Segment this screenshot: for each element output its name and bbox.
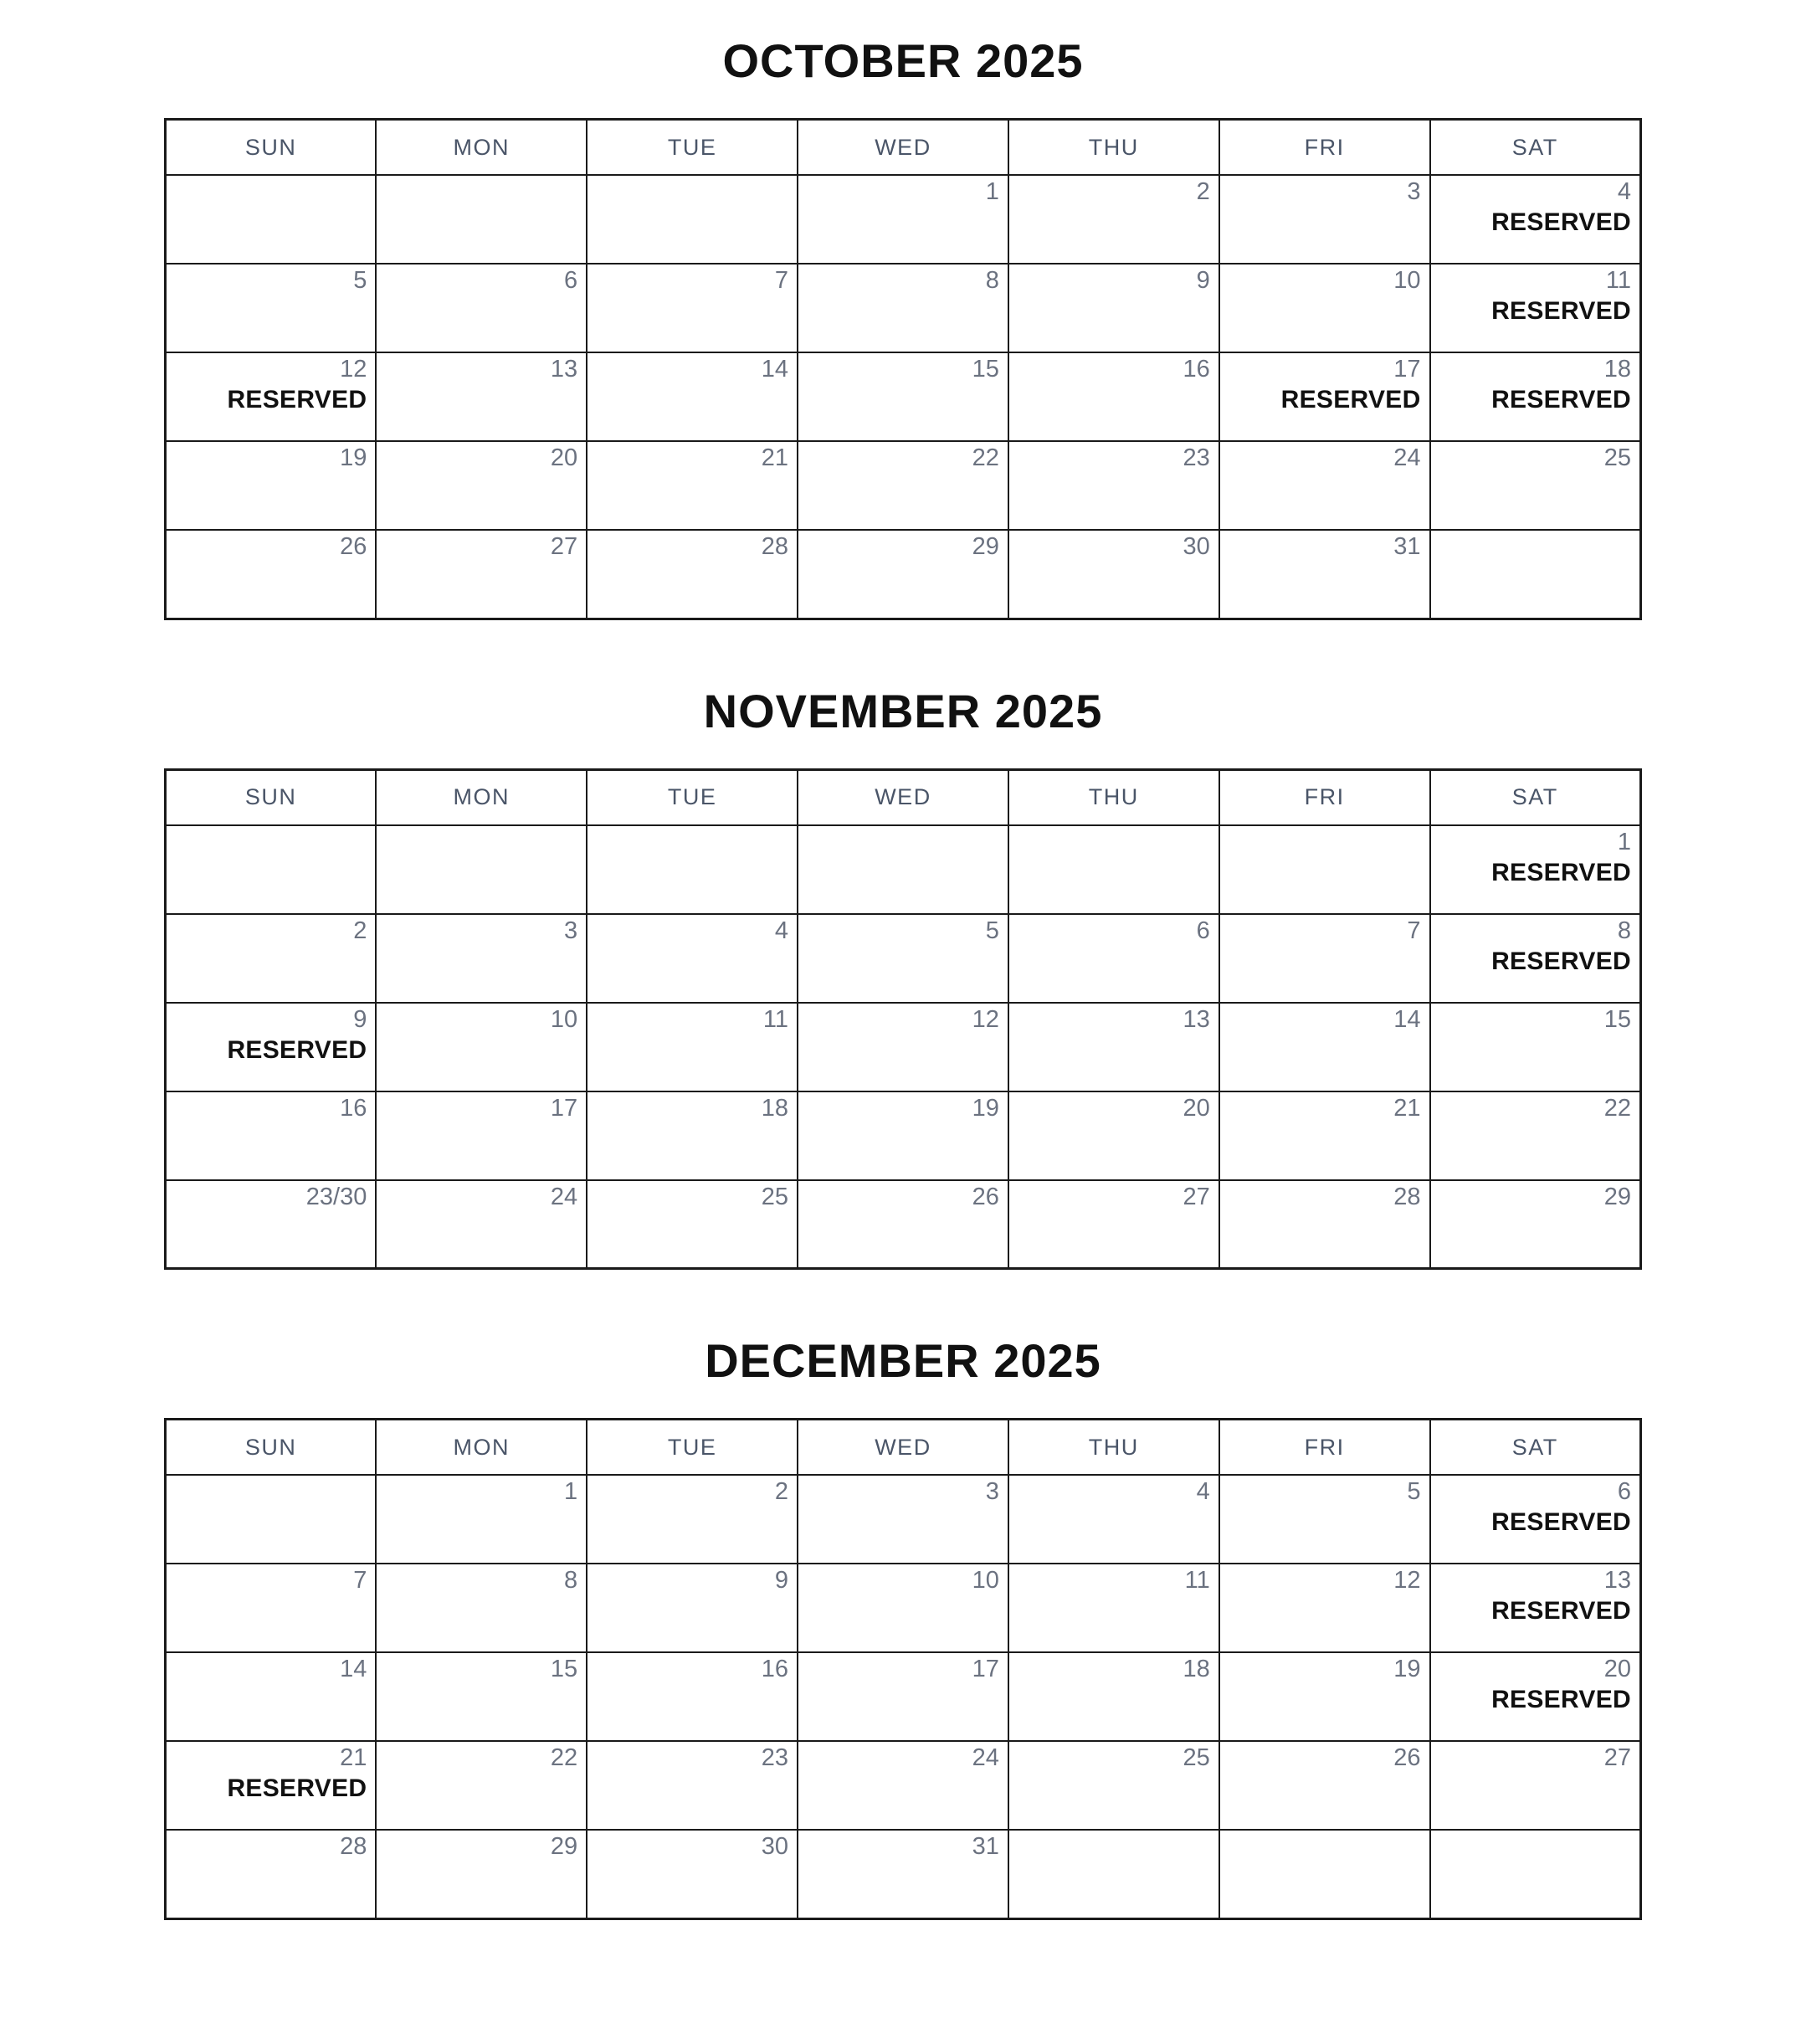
day-number: 3 bbox=[564, 917, 578, 944]
day-number: 13 bbox=[1183, 1005, 1210, 1033]
day-number: 5 bbox=[985, 917, 999, 944]
calendar-table bbox=[164, 1418, 1642, 1920]
calendar-empty-cell bbox=[376, 825, 587, 914]
day-number: 21 bbox=[1393, 1094, 1421, 1122]
day-number bbox=[175, 1479, 367, 1506]
calendar-day-cell[interactable] bbox=[376, 1830, 587, 1918]
calendar-day-cell[interactable] bbox=[1219, 352, 1430, 441]
calendar-day-cell[interactable] bbox=[1219, 1475, 1430, 1564]
calendar-empty-cell bbox=[166, 1475, 377, 1564]
day-number: 27 bbox=[1603, 1744, 1631, 1771]
calendar-week-row bbox=[166, 1564, 1641, 1652]
weekday-header: THU bbox=[1008, 120, 1219, 176]
calendar-day-cell[interactable] bbox=[1430, 1091, 1641, 1180]
calendar-day-cell[interactable] bbox=[1008, 441, 1219, 530]
calendar-day-cell[interactable] bbox=[376, 914, 587, 1003]
calendar-day-cell[interactable] bbox=[1219, 1003, 1430, 1091]
day-number: 14 bbox=[1393, 1005, 1421, 1033]
month-spacer bbox=[0, 620, 1806, 665]
weekday-header: TUE bbox=[587, 1420, 798, 1476]
day-number: 1 bbox=[1617, 828, 1631, 855]
weekday-header-row bbox=[166, 769, 1641, 825]
calendar-day-cell[interactable] bbox=[376, 441, 587, 530]
calendar-day-cell[interactable] bbox=[1430, 175, 1641, 264]
day-number: 26 bbox=[972, 1183, 999, 1210]
weekday-header: FRI bbox=[1219, 769, 1430, 825]
calendar-day-cell[interactable] bbox=[1430, 1652, 1641, 1741]
day-number: 3 bbox=[985, 1478, 999, 1505]
day-number bbox=[1229, 829, 1421, 856]
reserved-badge: RESERVED bbox=[1491, 858, 1631, 886]
calendar-week-row bbox=[166, 1830, 1641, 1918]
calendar-day-cell[interactable] bbox=[798, 1180, 1008, 1269]
calendar-week-row bbox=[166, 1652, 1641, 1741]
calendar-day-cell[interactable] bbox=[1219, 1652, 1430, 1741]
calendar-day-cell[interactable] bbox=[1430, 914, 1641, 1003]
calendar-empty-cell bbox=[1008, 1830, 1219, 1918]
day-number: 7 bbox=[774, 267, 789, 294]
calendar-day-cell[interactable] bbox=[1219, 530, 1430, 619]
calendar-day-cell[interactable] bbox=[166, 441, 377, 530]
day-number bbox=[175, 179, 367, 206]
day-number: 30 bbox=[761, 1833, 789, 1860]
calendar-day-cell[interactable] bbox=[798, 1564, 1008, 1652]
calendar-day-cell[interactable] bbox=[166, 1830, 377, 1918]
day-number: 29 bbox=[1603, 1183, 1631, 1210]
calendar-day-cell[interactable] bbox=[166, 530, 377, 619]
day-number: 14 bbox=[761, 356, 789, 383]
day-number: 18 bbox=[1603, 356, 1631, 383]
calendar-week-row bbox=[166, 1475, 1641, 1564]
day-number bbox=[807, 829, 999, 856]
weekday-header: THU bbox=[1008, 769, 1219, 825]
day-number: 24 bbox=[1393, 444, 1421, 471]
calendar-empty-cell bbox=[587, 175, 798, 264]
calendar-day-cell[interactable] bbox=[1219, 914, 1430, 1003]
reserved-badge: RESERVED bbox=[1491, 1597, 1631, 1625]
weekday-header: FRI bbox=[1219, 120, 1430, 176]
day-number: 23 bbox=[1183, 444, 1210, 471]
day-number: 2 bbox=[1196, 178, 1210, 205]
calendar-day-cell[interactable] bbox=[1008, 1564, 1219, 1652]
day-number: 14 bbox=[340, 1656, 367, 1682]
calendar-day-cell[interactable] bbox=[798, 1091, 1008, 1180]
day-number: 28 bbox=[1393, 1183, 1421, 1210]
day-number: 6 bbox=[1617, 1478, 1631, 1505]
calendar-wrapper bbox=[0, 768, 1806, 1271]
month-block bbox=[0, 665, 1806, 1271]
day-number: 8 bbox=[985, 267, 999, 294]
calendar-day-cell[interactable] bbox=[798, 530, 1008, 619]
day-number: 15 bbox=[972, 356, 999, 383]
day-number: 22 bbox=[972, 444, 999, 471]
calendar-day-cell[interactable] bbox=[587, 1091, 798, 1180]
calendar-day-cell[interactable] bbox=[376, 530, 587, 619]
calendar-day-cell[interactable] bbox=[166, 1003, 377, 1091]
calendar-week-row bbox=[166, 825, 1641, 914]
day-number bbox=[385, 829, 577, 856]
calendar-day-cell[interactable] bbox=[1219, 264, 1430, 352]
calendar-day-cell[interactable] bbox=[587, 352, 798, 441]
calendar-day-cell[interactable] bbox=[166, 1180, 377, 1269]
calendar-day-cell[interactable] bbox=[587, 441, 798, 530]
calendar-week-row bbox=[166, 1091, 1641, 1180]
calendar-day-cell[interactable] bbox=[376, 1741, 587, 1830]
calendar-day-cell[interactable] bbox=[166, 264, 377, 352]
weekday-header: WED bbox=[798, 120, 1008, 176]
calendar-empty-cell bbox=[166, 175, 377, 264]
calendar-week-row bbox=[166, 175, 1641, 264]
day-number: 31 bbox=[1393, 533, 1421, 560]
day-number: 1 bbox=[564, 1478, 578, 1505]
day-number: 27 bbox=[1183, 1183, 1210, 1210]
day-number: 21 bbox=[340, 1744, 367, 1771]
calendar-day-cell[interactable] bbox=[1430, 1475, 1641, 1564]
day-number: 9 bbox=[774, 1567, 789, 1594]
calendar-empty-cell bbox=[798, 825, 1008, 914]
day-number: 7 bbox=[353, 1567, 367, 1594]
calendar-day-cell[interactable] bbox=[587, 264, 798, 352]
calendar-empty-cell bbox=[1219, 825, 1430, 914]
calendar-day-cell[interactable] bbox=[1430, 441, 1641, 530]
day-number: 19 bbox=[340, 444, 367, 471]
day-number: 13 bbox=[550, 356, 578, 383]
weekday-header: FRI bbox=[1219, 1420, 1430, 1476]
reserved-badge: RESERVED bbox=[1280, 386, 1421, 413]
calendar-day-cell[interactable] bbox=[376, 1180, 587, 1269]
calendar-day-cell[interactable] bbox=[376, 1475, 587, 1564]
calendar-wrapper bbox=[0, 1418, 1806, 1920]
calendar-empty-cell bbox=[376, 175, 587, 264]
day-number bbox=[596, 829, 788, 856]
weekday-header-row bbox=[166, 120, 1641, 176]
calendar-day-cell[interactable] bbox=[1430, 1003, 1641, 1091]
day-number: 22 bbox=[550, 1744, 578, 1771]
calendar-day-cell[interactable] bbox=[376, 1652, 587, 1741]
weekday-header: TUE bbox=[587, 769, 798, 825]
weekday-header-row bbox=[166, 1420, 1641, 1476]
calendar-day-cell[interactable] bbox=[1219, 1091, 1430, 1180]
calendar-day-cell[interactable] bbox=[166, 352, 377, 441]
calendar-day-cell[interactable] bbox=[1008, 1741, 1219, 1830]
month-title: NOVEMBER 2025 bbox=[703, 684, 1103, 737]
calendar-wrapper bbox=[0, 118, 1806, 620]
day-number: 17 bbox=[550, 1094, 578, 1122]
day-number: 20 bbox=[1603, 1656, 1631, 1682]
day-number: 28 bbox=[340, 1833, 367, 1860]
calendar-day-cell[interactable] bbox=[798, 1652, 1008, 1741]
weekday-header: WED bbox=[798, 769, 1008, 825]
calendar-day-cell[interactable] bbox=[376, 1003, 587, 1091]
reserved-badge: RESERVED bbox=[1491, 297, 1631, 325]
calendar-day-cell[interactable] bbox=[1008, 1003, 1219, 1091]
day-number: 8 bbox=[1617, 917, 1631, 944]
day-number: 18 bbox=[1183, 1656, 1210, 1682]
calendar-day-cell[interactable] bbox=[376, 264, 587, 352]
day-number: 28 bbox=[761, 533, 789, 560]
day-number: 6 bbox=[564, 267, 578, 294]
day-number: 7 bbox=[1407, 917, 1421, 944]
day-number: 4 bbox=[1196, 1478, 1210, 1505]
day-number: 8 bbox=[564, 1567, 578, 1594]
day-number: 16 bbox=[1183, 356, 1210, 383]
calendar-day-cell[interactable] bbox=[1430, 352, 1641, 441]
calendar-day-cell[interactable] bbox=[1430, 1180, 1641, 1269]
calendar-day-cell[interactable] bbox=[1219, 1180, 1430, 1269]
weekday-header: WED bbox=[798, 1420, 1008, 1476]
day-number: 23/30 bbox=[305, 1183, 367, 1210]
calendar-week-row bbox=[166, 1741, 1641, 1830]
weekday-header: SUN bbox=[166, 1420, 377, 1476]
calendar-day-cell[interactable] bbox=[587, 530, 798, 619]
day-number: 17 bbox=[972, 1656, 999, 1682]
reserved-badge: RESERVED bbox=[227, 1035, 367, 1064]
day-number: 18 bbox=[761, 1094, 789, 1122]
day-number: 25 bbox=[1603, 444, 1631, 471]
day-number: 5 bbox=[353, 267, 367, 294]
day-number: 29 bbox=[972, 533, 999, 560]
calendar-day-cell[interactable] bbox=[1008, 1475, 1219, 1564]
calendar-day-cell[interactable] bbox=[587, 1830, 798, 1918]
day-number: 16 bbox=[340, 1094, 367, 1122]
calendar-day-cell[interactable] bbox=[166, 1741, 377, 1830]
calendar-empty-cell bbox=[1219, 1830, 1430, 1918]
day-number: 19 bbox=[1393, 1656, 1421, 1682]
calendar-week-row bbox=[166, 914, 1641, 1003]
reserved-badge: RESERVED bbox=[1491, 947, 1631, 975]
calendar-table bbox=[164, 768, 1642, 1271]
day-number: 4 bbox=[774, 917, 789, 944]
month-block bbox=[0, 1315, 1806, 1920]
day-number: 12 bbox=[972, 1005, 999, 1033]
calendar-day-cell[interactable] bbox=[1430, 1741, 1641, 1830]
calendar-day-cell[interactable] bbox=[798, 175, 1008, 264]
day-number: 24 bbox=[550, 1183, 578, 1210]
calendar-day-cell[interactable] bbox=[1430, 825, 1641, 914]
calendar-day-cell[interactable] bbox=[587, 1003, 798, 1091]
calendar-day-cell[interactable] bbox=[166, 1091, 377, 1180]
reserved-badge: RESERVED bbox=[1491, 1686, 1631, 1713]
day-number: 2 bbox=[353, 917, 367, 944]
day-number: 26 bbox=[1393, 1744, 1421, 1771]
reserved-badge: RESERVED bbox=[1491, 386, 1631, 413]
calendar-day-cell[interactable] bbox=[587, 914, 798, 1003]
reserved-badge: RESERVED bbox=[1491, 208, 1631, 236]
day-number: 11 bbox=[1184, 1567, 1210, 1594]
day-number: 10 bbox=[550, 1005, 578, 1033]
day-number: 10 bbox=[1393, 267, 1421, 294]
reserved-badge: RESERVED bbox=[1491, 1508, 1631, 1536]
calendar-day-cell[interactable] bbox=[376, 1091, 587, 1180]
calendar-day-cell[interactable] bbox=[1219, 175, 1430, 264]
calendar-day-cell[interactable] bbox=[1008, 530, 1219, 619]
calendar-day-cell[interactable] bbox=[376, 1564, 587, 1652]
weekday-header: MON bbox=[376, 769, 587, 825]
calendar-empty-cell bbox=[1008, 825, 1219, 914]
calendar-week-row bbox=[166, 264, 1641, 352]
top-spacer bbox=[0, 0, 1806, 15]
calendar-day-cell[interactable] bbox=[1219, 441, 1430, 530]
day-number: 12 bbox=[340, 356, 367, 383]
calendar-day-cell[interactable] bbox=[166, 1564, 377, 1652]
calendar-day-cell[interactable] bbox=[798, 352, 1008, 441]
calendar-day-cell[interactable] bbox=[798, 441, 1008, 530]
day-number: 9 bbox=[1196, 267, 1210, 294]
month-title: OCTOBER 2025 bbox=[722, 34, 1084, 87]
calendar-day-cell[interactable] bbox=[1219, 1564, 1430, 1652]
day-number: 5 bbox=[1407, 1478, 1421, 1505]
calendar-empty-cell bbox=[1430, 1830, 1641, 1918]
calendar-day-cell[interactable] bbox=[166, 1652, 377, 1741]
calendar-day-cell[interactable] bbox=[166, 914, 377, 1003]
day-number: 17 bbox=[1393, 356, 1421, 383]
weekday-header: MON bbox=[376, 120, 587, 176]
calendar-day-cell[interactable] bbox=[1008, 914, 1219, 1003]
weekday-header: SAT bbox=[1430, 120, 1641, 176]
weekday-header: SAT bbox=[1430, 769, 1641, 825]
calendar-day-cell[interactable] bbox=[798, 914, 1008, 1003]
day-number: 21 bbox=[761, 444, 789, 471]
month-spacer bbox=[0, 1270, 1806, 1315]
calendar-day-cell[interactable] bbox=[587, 1564, 798, 1652]
day-number: 25 bbox=[1183, 1744, 1210, 1771]
day-number: 20 bbox=[1183, 1094, 1210, 1122]
day-number: 24 bbox=[972, 1744, 999, 1771]
day-number bbox=[175, 829, 367, 856]
weekday-header: TUE bbox=[587, 120, 798, 176]
calendar-day-cell[interactable] bbox=[587, 1652, 798, 1741]
day-number: 31 bbox=[972, 1833, 999, 1860]
weekday-header: THU bbox=[1008, 1420, 1219, 1476]
calendar-week-row bbox=[166, 1003, 1641, 1091]
calendar-day-cell[interactable] bbox=[798, 1003, 1008, 1091]
day-number: 9 bbox=[353, 1005, 367, 1033]
day-number: 4 bbox=[1617, 178, 1631, 205]
calendar-day-cell[interactable] bbox=[1219, 1741, 1430, 1830]
calendar-day-cell[interactable] bbox=[798, 1475, 1008, 1564]
day-number: 19 bbox=[972, 1094, 999, 1122]
weekday-header: SUN bbox=[166, 769, 377, 825]
calendar-empty-cell bbox=[1430, 530, 1641, 619]
weekday-header: SUN bbox=[166, 120, 377, 176]
calendar-day-cell[interactable] bbox=[1008, 1091, 1219, 1180]
calendar-table bbox=[164, 118, 1642, 620]
day-number: 15 bbox=[550, 1656, 578, 1682]
day-number: 3 bbox=[1407, 178, 1421, 205]
weekday-header: MON bbox=[376, 1420, 587, 1476]
day-number: 16 bbox=[761, 1656, 789, 1682]
day-number: 27 bbox=[550, 533, 578, 560]
calendar-day-cell[interactable] bbox=[1430, 264, 1641, 352]
calendar-day-cell[interactable] bbox=[1008, 264, 1219, 352]
weekday-header: SAT bbox=[1430, 1420, 1641, 1476]
calendar-day-cell[interactable] bbox=[1008, 352, 1219, 441]
calendar-day-cell[interactable] bbox=[1430, 1564, 1641, 1652]
months-container bbox=[0, 15, 1806, 1920]
calendar-day-cell[interactable] bbox=[587, 1475, 798, 1564]
day-number: 15 bbox=[1603, 1005, 1631, 1033]
day-number bbox=[1018, 1834, 1210, 1861]
day-number: 1 bbox=[985, 178, 999, 205]
day-number bbox=[596, 179, 788, 206]
day-number: 11 bbox=[762, 1005, 789, 1033]
day-number: 6 bbox=[1196, 917, 1210, 944]
calendar-day-cell[interactable] bbox=[798, 264, 1008, 352]
day-number: 11 bbox=[1605, 267, 1631, 294]
calendar-day-cell[interactable] bbox=[587, 1741, 798, 1830]
calendar-week-row bbox=[166, 441, 1641, 530]
day-number: 30 bbox=[1183, 533, 1210, 560]
calendar-day-cell[interactable] bbox=[1008, 1180, 1219, 1269]
calendar-empty-cell bbox=[166, 825, 377, 914]
calendar-week-row bbox=[166, 1180, 1641, 1269]
day-number: 26 bbox=[340, 533, 367, 560]
reserved-badge: RESERVED bbox=[227, 1774, 367, 1802]
calendar-day-cell[interactable] bbox=[798, 1830, 1008, 1918]
day-number: 13 bbox=[1603, 1567, 1631, 1594]
day-number: 23 bbox=[761, 1744, 789, 1771]
day-number: 22 bbox=[1603, 1094, 1631, 1122]
day-number: 12 bbox=[1393, 1567, 1421, 1594]
reserved-badge: RESERVED bbox=[227, 386, 367, 413]
day-number bbox=[1439, 1834, 1631, 1861]
month-title: DECEMBER 2025 bbox=[705, 1334, 1101, 1387]
calendar-empty-cell bbox=[587, 825, 798, 914]
calendar-week-row bbox=[166, 530, 1641, 619]
calendar-day-cell[interactable] bbox=[798, 1741, 1008, 1830]
month-block bbox=[0, 15, 1806, 620]
day-number bbox=[1018, 829, 1210, 856]
calendar-day-cell[interactable] bbox=[587, 1180, 798, 1269]
day-number: 10 bbox=[972, 1567, 999, 1594]
day-number: 20 bbox=[550, 444, 578, 471]
day-number bbox=[1229, 1834, 1421, 1861]
day-number bbox=[1439, 534, 1631, 561]
day-number bbox=[385, 179, 577, 206]
day-number: 2 bbox=[774, 1478, 789, 1505]
day-number: 25 bbox=[761, 1183, 789, 1210]
day-number: 29 bbox=[550, 1833, 578, 1860]
calendar-day-cell[interactable] bbox=[376, 352, 587, 441]
calendar-week-row bbox=[166, 352, 1641, 441]
calendar-day-cell[interactable] bbox=[1008, 175, 1219, 264]
calendar-day-cell[interactable] bbox=[1008, 1652, 1219, 1741]
